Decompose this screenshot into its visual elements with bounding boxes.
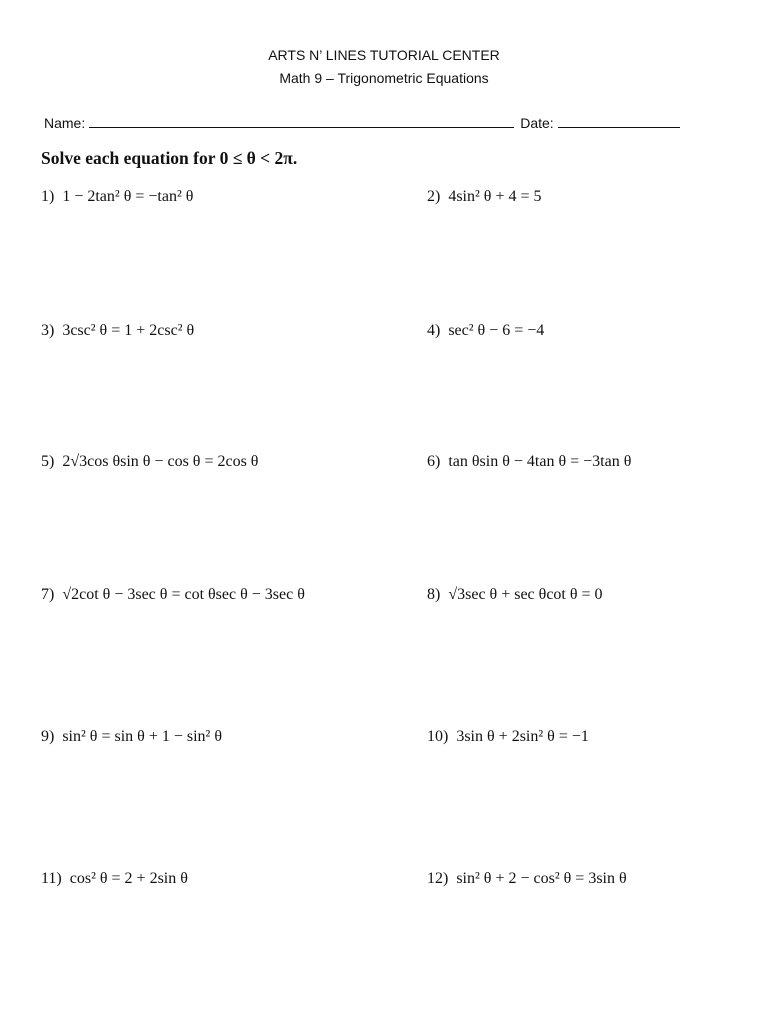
problem-number: 7) — [41, 586, 55, 603]
date-blank-line[interactable] — [558, 113, 680, 128]
problem-9 — [41, 728, 222, 746]
problem-5 — [41, 453, 258, 471]
problem-number: 11) — [41, 870, 62, 887]
problem-equation: 3csc² θ = 1 + 2csc² θ — [62, 322, 195, 339]
problem-equation: sin² θ + 2 − cos² θ = 3sin θ — [456, 870, 627, 887]
problem-12 — [427, 870, 627, 888]
name-label: Name: — [44, 115, 86, 131]
problem-equation: cos² θ = 2 + 2sin θ — [69, 870, 188, 887]
problem-number: 8) — [427, 586, 441, 603]
problem-equation: 4sin² θ + 4 = 5 — [448, 188, 542, 205]
problem-equation: sin² θ = sin θ + 1 − sin² θ — [62, 728, 222, 745]
problem-3 — [41, 322, 194, 340]
problem-number: 1) — [41, 188, 55, 205]
problem-number: 10) — [427, 728, 449, 745]
name-blank-line[interactable] — [89, 113, 514, 128]
date-label: Date: — [520, 115, 554, 131]
problem-number: 2) — [427, 188, 441, 205]
problem-number: 5) — [41, 453, 55, 470]
problem-number: 4) — [427, 322, 441, 339]
problem-number: 3) — [41, 322, 55, 339]
problem-11 — [41, 870, 188, 888]
problem-equation: √3sec θ + sec θcot θ = 0 — [448, 586, 603, 603]
problem-2 — [427, 188, 542, 206]
name-date-row — [44, 113, 694, 131]
problem-4 — [427, 322, 544, 340]
center-name: ARTS N’ LINES TUTORIAL CENTER — [268, 47, 500, 63]
problem-number: 6) — [427, 453, 441, 470]
problem-1 — [41, 188, 193, 206]
problem-6 — [427, 453, 631, 471]
problem-10 — [427, 728, 589, 746]
problem-number: 9) — [41, 728, 55, 745]
problem-equation: sec² θ − 6 = −4 — [448, 322, 545, 339]
problem-equation: 3sin θ + 2sin² θ = −1 — [456, 728, 589, 745]
worksheet-subtitle: Math 9 – Trigonometric Equations — [279, 70, 489, 86]
problem-equation: √2cot θ − 3sec θ = cot θsec θ − 3sec θ — [62, 586, 305, 603]
problem-equation: 1 − 2tan² θ = −tan² θ — [62, 188, 194, 205]
problem-number: 12) — [427, 870, 449, 887]
instructions: Solve each equation for 0 ≤ θ < 2π. — [41, 148, 298, 168]
problem-equation: 2√3cos θsin θ − cos θ = 2cos θ — [62, 453, 259, 470]
problem-equation: tan θsin θ − 4tan θ = −3tan θ — [448, 453, 632, 470]
problem-8 — [427, 586, 603, 604]
problem-7 — [41, 586, 305, 604]
